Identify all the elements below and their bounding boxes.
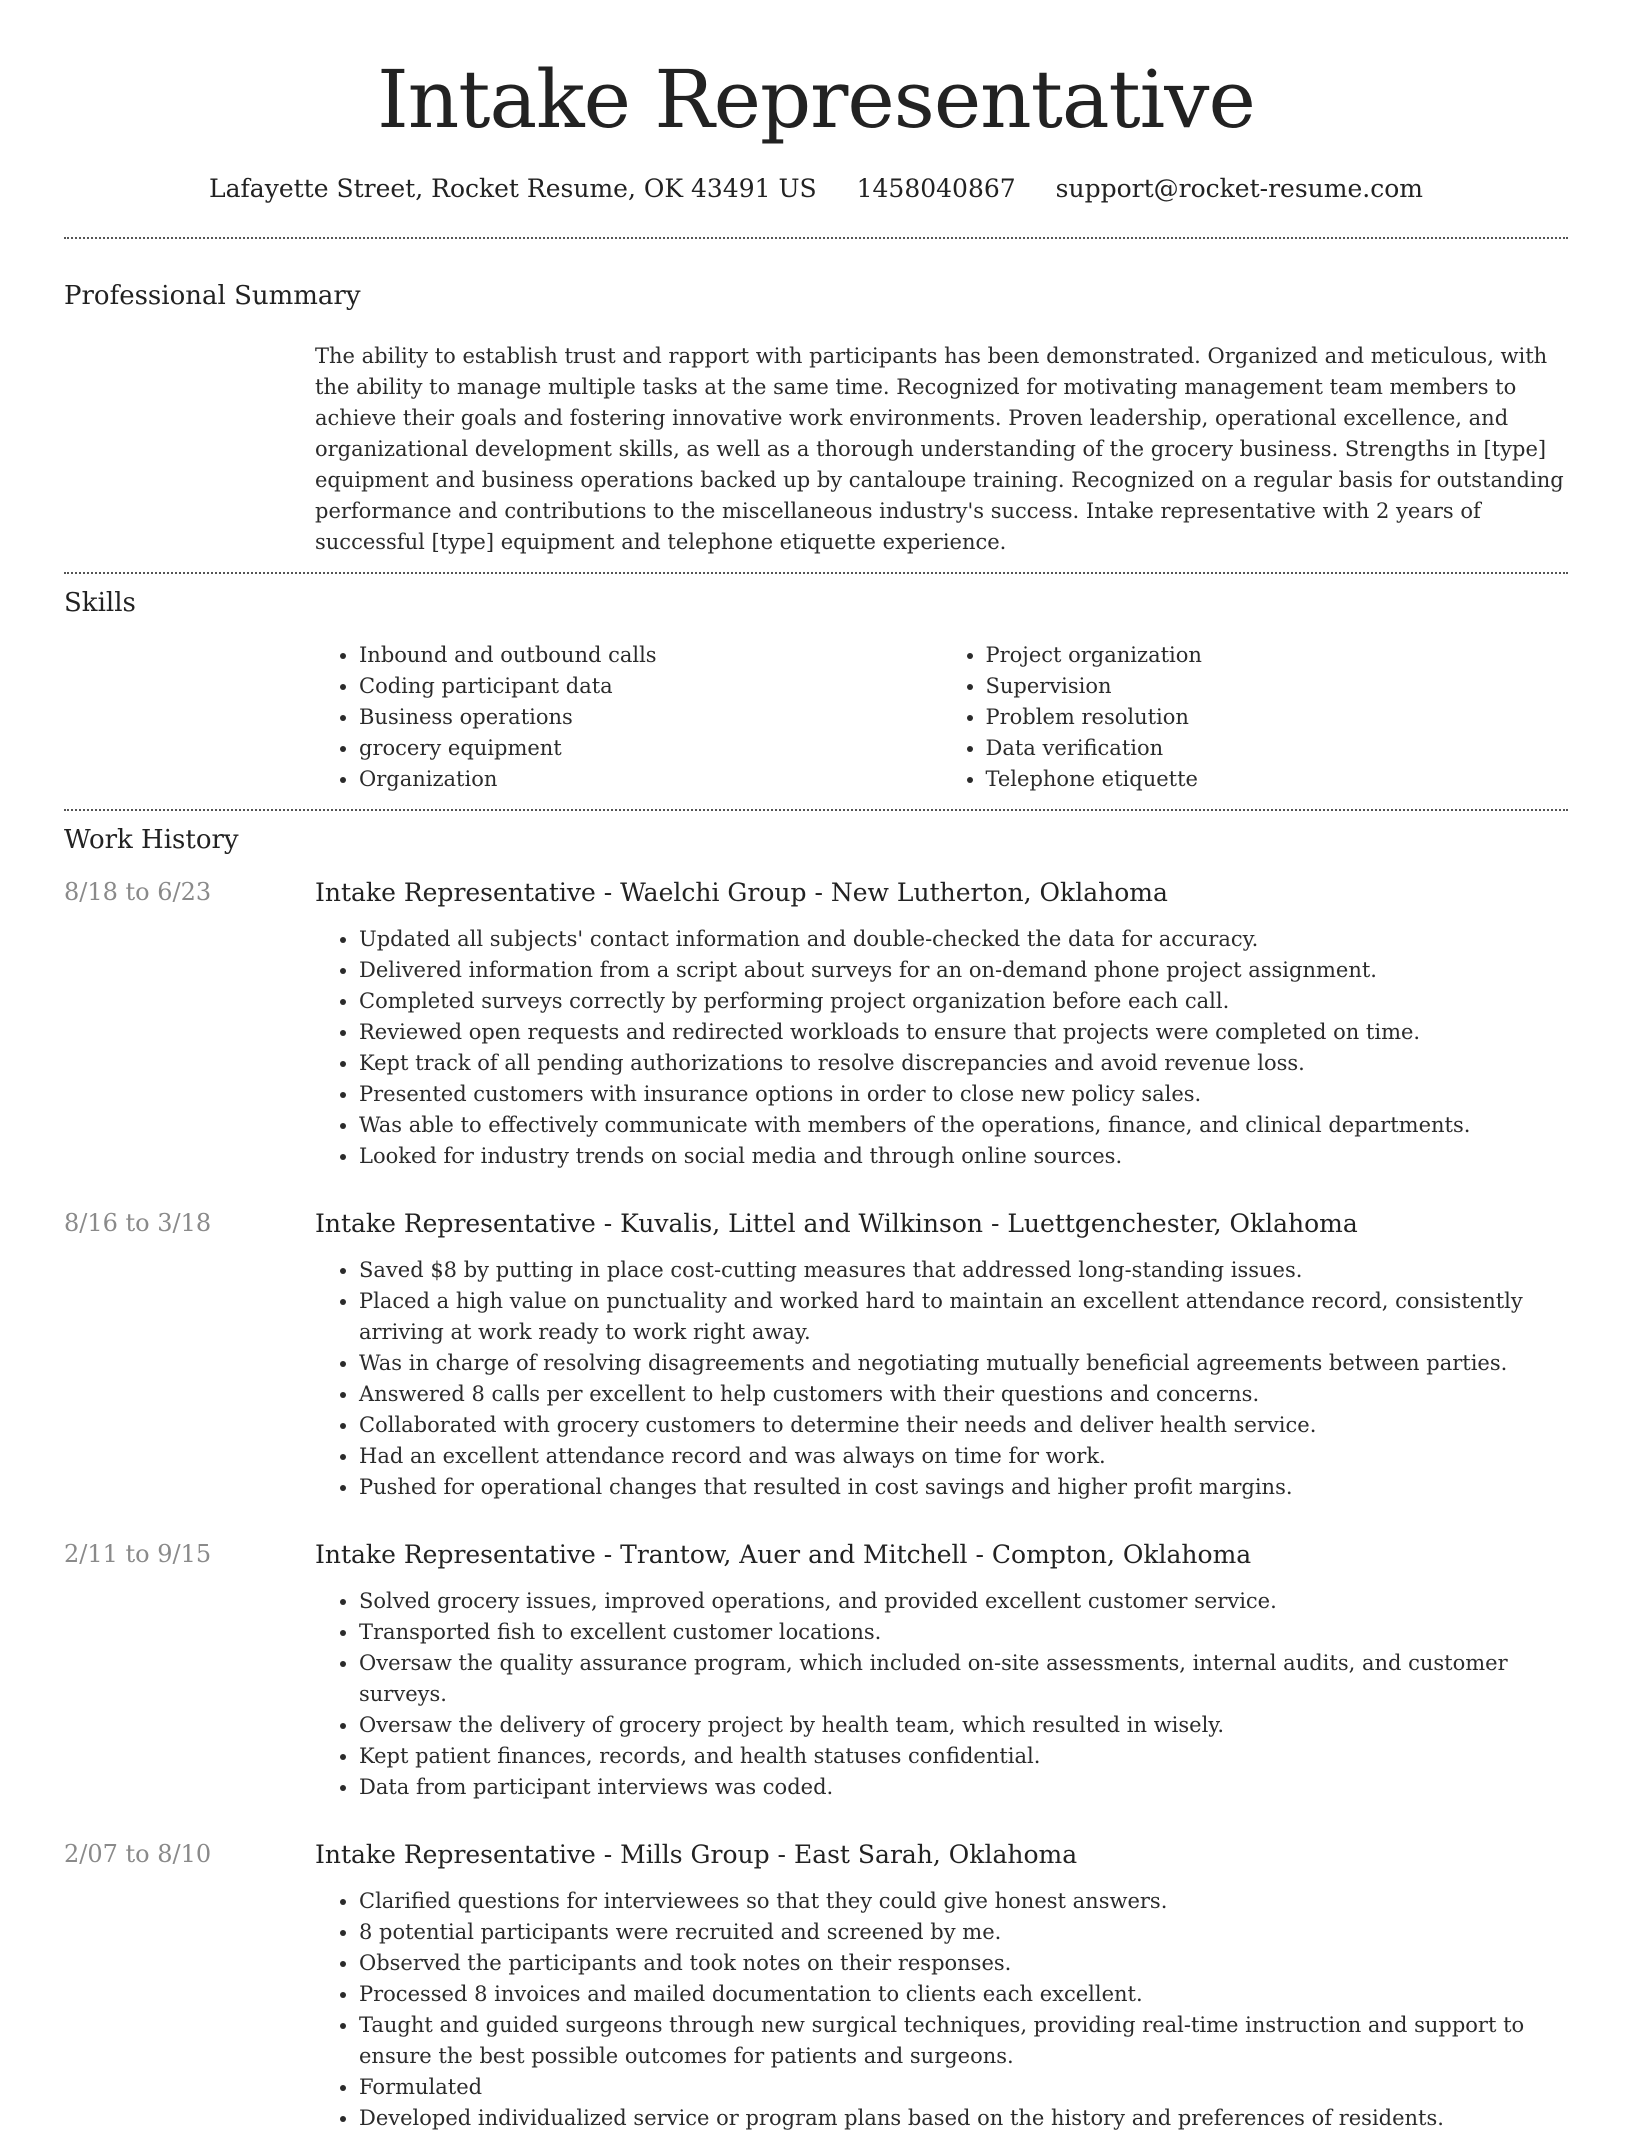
skill-item: • Organization — [359, 764, 942, 795]
job-title: Intake Representative - Waelchi Group - New Lutherton, Oklahoma — [315, 878, 1168, 907]
job-bullet: • Was able to effectively communicate with members of the operations, finance, and clinical departments. — [359, 1110, 1568, 1141]
job-entry — [64, 877, 1568, 1172]
job-bullet: • Transported fish to excellent customer locations. — [359, 1617, 1568, 1648]
job-bullet: • Saved $8 by putting in place cost-cutting measures that addressed long-standing issues. — [359, 1255, 1568, 1286]
job-title: Intake Representative - Mills Group - East Sarah, Oklahoma — [315, 1840, 1078, 1869]
job-bullet: • Was in charge of resolving disagreements and negotiating mutually beneficial agreements between parties. — [359, 1348, 1568, 1379]
job-bullet: • Clarified questions for interviewees so that they could give honest answers. — [359, 1886, 1568, 1917]
job-body — [315, 1539, 1568, 1803]
job-bullet: • Taught and guided surgeons through new surgical techniques, providing real-time instruction and support to ensure the best possible outcomes for patients and surgeons. — [359, 2010, 1568, 2072]
skills-list — [315, 640, 1568, 795]
skills-heading: Skills — [64, 588, 136, 618]
divider — [64, 572, 1568, 574]
job-bullet: • 8 potential participants were recruited and screened by me. — [359, 1917, 1568, 1948]
job-dates: 8/16 to 3/18 — [64, 1209, 212, 1237]
contact-phone: 1458040867 — [856, 174, 1016, 203]
divider — [64, 237, 1568, 239]
job-bullet: • Oversaw the delivery of grocery project by health team, which resulted in wisely. — [359, 1710, 1568, 1741]
job-bullet: • Data from participant interviews was coded. — [359, 1772, 1568, 1803]
job-bullets — [315, 1886, 1568, 2134]
job-bullet: • Processed 8 invoices and mailed documentation to clients each excellent. — [359, 1979, 1568, 2010]
job-bullet: • Delivered information from a script about surveys for an on-demand phone project assignment. — [359, 955, 1568, 986]
contact-address: Lafayette Street, Rocket Resume, OK 43491 US — [209, 174, 817, 203]
job-bullet: • Oversaw the quality assurance program, which included on-site assessments, internal audits, and customer surveys. — [359, 1648, 1568, 1710]
job-bullet: • Pushed for operational changes that resulted in cost savings and higher profit margins. — [359, 1472, 1568, 1503]
job-bullet: • Had an excellent attendance record and was always on time for work. — [359, 1441, 1568, 1472]
job-bullet: • Presented customers with insurance options in order to close new policy sales. — [359, 1079, 1568, 1110]
resume-page — [64, 0, 1568, 2134]
job-bullets — [315, 924, 1568, 1172]
contact-line — [64, 174, 1568, 203]
skill-item: • Inbound and outbound calls — [359, 640, 942, 671]
work-history-heading: Work History — [64, 825, 239, 855]
work-history-list — [64, 877, 1568, 2134]
job-bullet: • Answered 8 calls per excellent to help customers with their questions and concerns. — [359, 1379, 1568, 1410]
divider — [64, 809, 1568, 811]
skill-item: • Business operations — [359, 702, 942, 733]
job-entry — [64, 1839, 1568, 2134]
job-bullets — [315, 1255, 1568, 1503]
summary-heading: Professional Summary — [64, 281, 361, 311]
job-body — [315, 1839, 1568, 2134]
job-entry — [64, 1539, 1568, 1803]
job-bullets — [315, 1586, 1568, 1803]
job-bullet: • Kept track of all pending authorizations to resolve discrepancies and avoid revenue loss. — [359, 1048, 1568, 1079]
job-title: Intake Representative - Kuvalis, Littel and Wilkinson - Luettgenchester, Oklahoma — [315, 1209, 1358, 1238]
skill-item: • Coding participant data — [359, 671, 942, 702]
skills-column-left — [315, 640, 942, 795]
skill-item: • Telephone etiquette — [986, 764, 1569, 795]
job-dates: 2/07 to 8/10 — [64, 1840, 212, 1868]
skill-item: • Problem resolution — [986, 702, 1569, 733]
job-bullet: • Observed the participants and took notes on their responses. — [359, 1948, 1568, 1979]
job-bullet: • Updated all subjects' contact information and double-checked the data for accuracy. — [359, 924, 1568, 955]
job-bullet: • Solved grocery issues, improved operations, and provided excellent customer service. — [359, 1586, 1568, 1617]
skill-item: • Supervision — [986, 671, 1569, 702]
contact-email: support@rocket-resume.com — [1055, 174, 1423, 203]
job-bullet: • Looked for industry trends on social media and through online sources. — [359, 1141, 1568, 1172]
job-dates: 2/11 to 9/15 — [64, 1540, 212, 1568]
summary-text: The ability to establish trust and rapport with participants has been demonstrated. Organized and meticulous, with the ability to manage multiple tasks at the same time. Recognized for motivating management team members to achieve their goals and fostering innovative work environments. Proven leadership, operational excellence, and organizational development skills, as well as a thorough understanding of the grocery business. Strengths in [type] equipment and business operations backed up by cantaloupe training. Recognized on a regular basis for outstanding performance and contributions to the miscellaneous industry's success. Intake representative with 2 years of successful [type] equipment and telephone etiquette experience. — [315, 344, 1564, 554]
job-bullet: • Completed surveys correctly by performing project organization before each call. — [359, 986, 1568, 1017]
job-bullet: • Reviewed open requests and redirected workloads to ensure that projects were completed on time. — [359, 1017, 1568, 1048]
job-body — [315, 1208, 1568, 1503]
skills-column-right — [942, 640, 1569, 795]
job-bullet: • Collaborated with grocery customers to determine their needs and deliver health service. — [359, 1410, 1568, 1441]
job-bullet: • Placed a high value on punctuality and worked hard to maintain an excellent attendance record, consistently arriving at work ready to work right away. — [359, 1286, 1568, 1348]
skill-item: • Project organization — [986, 640, 1569, 671]
skill-item: • grocery equipment — [359, 733, 942, 764]
job-dates: 8/18 to 6/23 — [64, 878, 212, 906]
job-body — [315, 877, 1568, 1172]
job-bullet: • Developed individualized service or program plans based on the history and preferences of residents. — [359, 2103, 1568, 2134]
job-title: Intake Representative - Trantow, Auer and Mitchell - Compton, Oklahoma — [315, 1540, 1252, 1569]
job-bullet: • Kept patient finances, records, and health statuses confidential. — [359, 1741, 1568, 1772]
job-entry — [64, 1208, 1568, 1503]
skill-item: • Data verification — [986, 733, 1569, 764]
job-bullet: • Formulated — [359, 2072, 1568, 2103]
resume-name: Intake Representative — [377, 53, 1255, 146]
